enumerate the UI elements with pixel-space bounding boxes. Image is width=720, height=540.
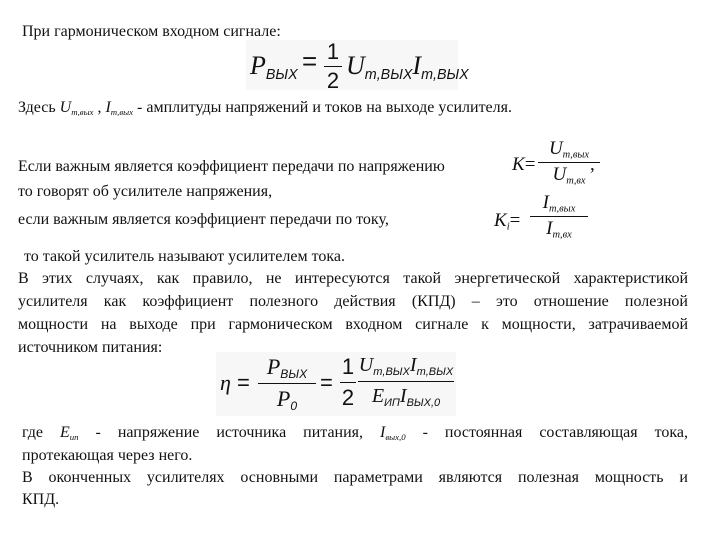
- fraction-bar: [324, 66, 342, 67]
- fraction-bar: [340, 382, 356, 383]
- fraction-numerator: 1: [326, 39, 340, 64]
- subscript-i: m,ВЫХ: [421, 67, 469, 83]
- fraction-denominator: 2: [326, 68, 340, 93]
- formula-voltage-gain: K= $U_{m,вых}$ $U_{m,вх}$ ,: [512, 138, 602, 192]
- subscript-u: m,ВЫХ: [364, 67, 413, 83]
- heading: При гармоническом входном сигнале:: [22, 23, 281, 40]
- fraction-bar: [530, 216, 588, 217]
- paragraph1-line4: мощности на выходе при гармоническом входном сигнале к мощности, затрачиваемой: [18, 316, 688, 333]
- symbol-i: I: [412, 51, 422, 80]
- voltage-gain-text: Если важным является коэффициент передачи по напряжению: [18, 158, 445, 175]
- fraction-bar: [358, 381, 454, 382]
- paragraph2-line1: где $E_{ип}$ - напряжение источника питания, $I_{вых,0}$ - постоянная составляющая тока,: [22, 424, 689, 443]
- paragraph1-line5: источником питания:: [18, 339, 163, 356]
- subscript-vyh: ВЫХ: [265, 67, 298, 83]
- paragraph1-line3: усилителя как коэффициент полезного действия (КПД) – это отношение полезной: [18, 293, 688, 310]
- paragraph2-line2: протекающая через него.: [22, 447, 193, 464]
- paragraph1-line2: В этих случаях, как правило, не интересуются такой энергетической характеристикой: [18, 270, 688, 287]
- paragraph2-line3: В оконченных усилителях основными параметрами являются полезная мощность и: [22, 469, 688, 486]
- paragraph2-line4: КПД.: [22, 491, 60, 508]
- definition-line: Здесь $U_{m,вых}$ , $I_{m,вых}$ - амплитуды напряжений и токов на выходе усилителя.: [18, 99, 512, 118]
- symbol-u: U: [346, 51, 365, 80]
- formula-current-gain: $K_i=$ $I_{m,вых}$ $I_{m,вх}$: [494, 192, 594, 248]
- voltage-amp-text: то говорят об усилителе напряжения,: [18, 183, 273, 200]
- current-gain-text: если важным является коэффициент передачи по току,: [18, 211, 389, 228]
- formula-efficiency: η = $P_{ВЫХ}$ $P_0$ = 1 2 $U_{m,ВЫХ}I_{m,ВЫХ}$ $E_{ИП}I_{ВЫХ,0}$: [216, 352, 456, 416]
- formula-output-power: [246, 39, 469, 93]
- equals-sign: =: [302, 46, 318, 76]
- fraction-bar: [258, 383, 316, 384]
- paragraph1-line1: то такой усилитель называют усилителем тока.: [24, 248, 346, 265]
- symbol-p: P: [250, 51, 266, 80]
